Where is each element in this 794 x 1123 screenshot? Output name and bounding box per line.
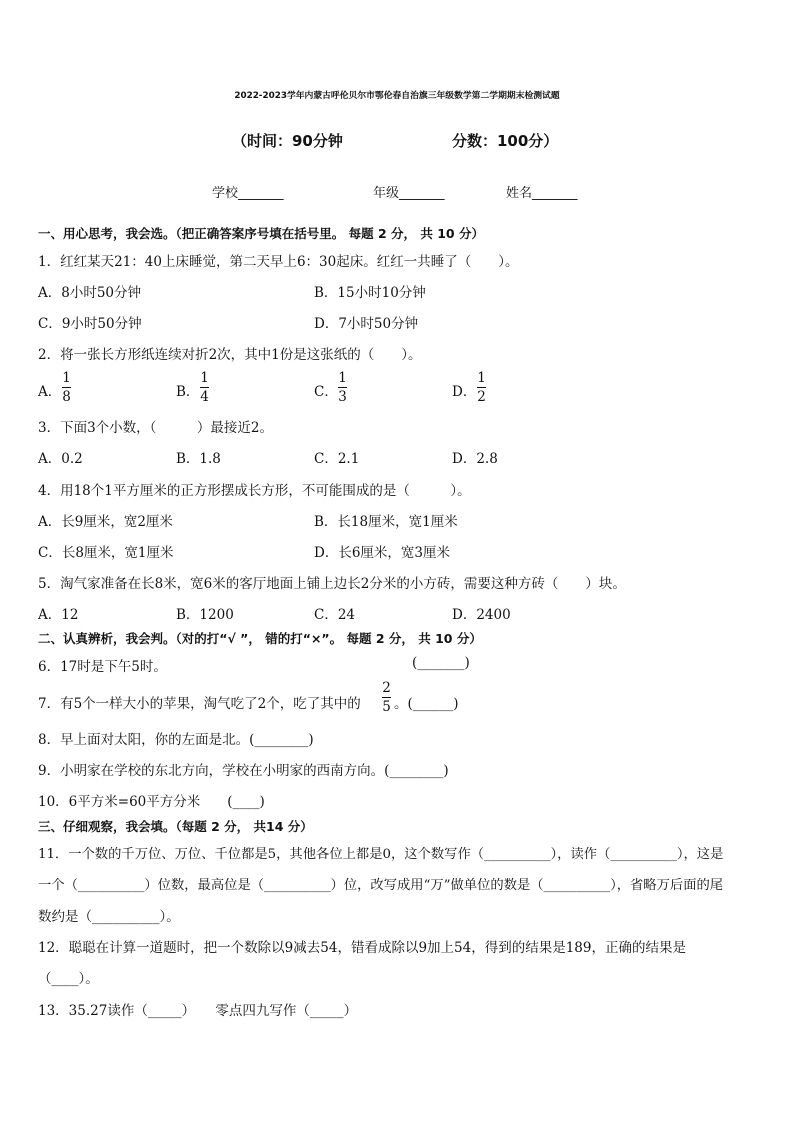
q8-stem: 8．早上面对太阳，你的左面是北。(________) <box>38 732 314 748</box>
q6-stem: 6．17时是下午5时。 <box>38 659 167 675</box>
section1-heading: 一、用心思考，我会选。（把正确答案序号填在括号里。 每题 2 分， 共 10 分） <box>38 226 484 241</box>
q5-stem: 5．淘气家准备在长8米，宽6米的客厅地面上铺上边长2分米的小方砖，需要这种方砖（ ）块。 <box>38 576 626 592</box>
q7-fraction <box>382 680 391 715</box>
q7-answer-blank[interactable]: 。(______) <box>394 696 459 712</box>
fraction-numerator: 2 <box>382 680 391 696</box>
q3-stem: 3．下面3个小数，（ ）最接近2。 <box>38 420 274 436</box>
q1-option-c[interactable]: C．9小时50分钟 <box>38 316 142 332</box>
q3-option-d[interactable]: D．2.8 <box>452 451 498 467</box>
q7-text-before: 7．有5个一样大小的苹果，淘气吃了2个，吃了其中的 <box>38 696 361 712</box>
q1-stem: 1．红红某天21：40上床睡觉，第二天早上6：30起床。红红一共睡了（ ）。 <box>38 254 519 270</box>
q12-line2: （____）。 <box>38 971 99 987</box>
q4-option-b[interactable]: B．长18厘米，宽1厘米 <box>314 514 458 530</box>
q12-line1: 12．聪聪在计算一道题时，把一个数除以9减去54，错看成除以9加上54，得到的结果是189，正确的结果是 <box>38 940 686 956</box>
q9-stem: 9．小明家在学校的东北方向，学校在小明家的西南方向。(________) <box>38 763 449 779</box>
fraction-denominator: 4 <box>200 389 209 405</box>
q11-line1: 11．一个数的千万位、万位、千位都是5，其他各位上都是0，这个数写作（__________），读作（__________），这是 <box>38 847 724 862</box>
q2-option-b-label[interactable]: B． <box>176 384 200 400</box>
fraction-bar <box>200 387 209 388</box>
q1-option-a[interactable]: A．8小时50分钟 <box>38 285 142 301</box>
q2-option-b-fraction[interactable] <box>200 370 209 405</box>
q2-option-c-fraction[interactable] <box>338 370 347 405</box>
q2-stem: 2．将一张长方形纸连续对折2次，其中1份是这张纸的（ ）。 <box>38 347 422 363</box>
fraction-numerator: 1 <box>477 370 486 386</box>
q7-stem <box>38 692 361 712</box>
fraction-numerator: 1 <box>62 370 71 386</box>
time-limit: （时间：90分钟 <box>232 132 343 150</box>
fraction-denominator: 5 <box>382 699 391 715</box>
q1-option-b[interactable]: B．15小时10分钟 <box>314 285 426 301</box>
q4-option-d[interactable]: D．长6厘米，宽3厘米 <box>314 545 451 561</box>
name-field[interactable]: 姓名_______ <box>506 186 578 201</box>
q2-option-d-label[interactable]: D． <box>452 384 477 400</box>
fraction-bar <box>338 387 347 388</box>
fraction-bar <box>382 697 391 698</box>
q3-option-a[interactable]: A．0.2 <box>38 451 83 467</box>
q5-option-a[interactable]: A．12 <box>38 607 79 623</box>
total-score: 分数：100分） <box>452 132 559 150</box>
q6-answer-blank[interactable]: (_______) <box>412 655 470 671</box>
q10-stem: 10．6平方米=60平方分米 (____) <box>38 794 265 810</box>
grade-field[interactable]: 年级_______ <box>373 186 445 201</box>
q5-option-b[interactable]: B．1200 <box>176 607 234 623</box>
section3-heading: 三、仔细观察，我会填。（每题 2 分， 共14 分） <box>38 819 313 834</box>
q2-option-a-fraction[interactable] <box>62 370 71 405</box>
q2-option-d-fraction[interactable] <box>477 370 486 405</box>
q2-option-a-label[interactable]: A． <box>38 384 62 400</box>
fraction-bar <box>62 387 71 388</box>
fraction-numerator: 1 <box>200 370 209 386</box>
q3-option-c[interactable]: C．2.1 <box>314 451 360 467</box>
fraction-numerator: 1 <box>338 370 347 386</box>
section2-heading: 二、认真辨析，我会判。（对的打“√ ”， 错的打“×”。 每题 2 分， 共 10 分） <box>38 631 482 646</box>
q5-option-d[interactable]: D．2400 <box>452 607 511 623</box>
fraction-denominator: 2 <box>477 389 486 405</box>
q2-option-c-label[interactable]: C． <box>314 384 338 400</box>
q11-line2: 一个（__________）位数，最高位是（__________）位，改写成用“万”做单位的数是（__________），省略万后面的尾 <box>38 878 724 893</box>
q4-stem: 4．用18个1平方厘米的正方形摆成长方形，不可能围成的是（ ）。 <box>38 483 471 499</box>
q1-option-d[interactable]: D．7小时50分钟 <box>314 316 419 332</box>
exam-title: 2022-2023学年内蒙古呼伦贝尔市鄂伦春自治旗三年级数学第二学期期末检测试题 <box>234 91 560 101</box>
q13-stem: 13．35.27读作（_____） 零点四九写作（_____） <box>38 1003 358 1019</box>
fraction-denominator: 3 <box>338 389 347 405</box>
fraction-denominator: 8 <box>62 389 71 405</box>
fraction-bar <box>477 387 486 388</box>
q3-option-b[interactable]: B．1.8 <box>176 451 221 467</box>
q4-option-a[interactable]: A．长9厘米，宽2厘米 <box>38 514 173 530</box>
q4-option-c[interactable]: C．长8厘米，宽1厘米 <box>38 545 174 561</box>
q11-line3: 数约是（__________）。 <box>38 909 180 925</box>
school-field[interactable]: 学校_______ <box>212 186 284 201</box>
q5-option-c[interactable]: C．24 <box>314 607 356 623</box>
